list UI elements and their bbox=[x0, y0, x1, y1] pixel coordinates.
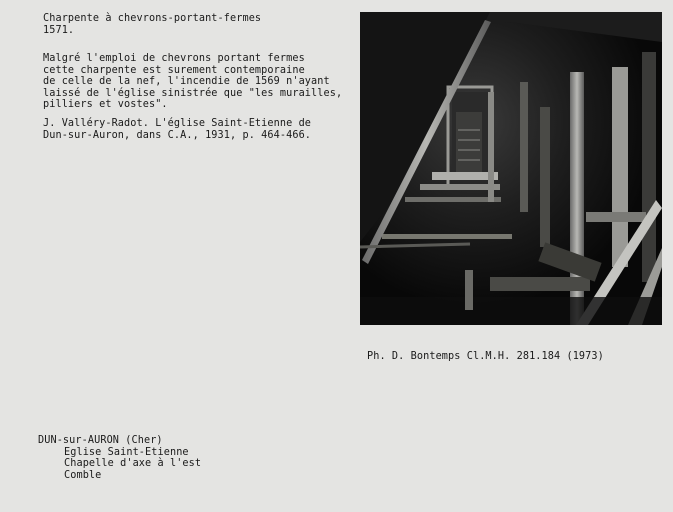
location-detail: Comble bbox=[64, 469, 102, 481]
roof-structure-photo bbox=[360, 12, 662, 325]
bibliographic-reference bbox=[43, 118, 311, 141]
location-building: Eglise Saint-Etienne bbox=[64, 446, 189, 458]
location-part: Chapelle d'axe à l'est bbox=[64, 458, 202, 469]
note-line: Malgré l'emploi de chevrons portant fermes bbox=[43, 53, 305, 64]
title-line: Charpente à chevrons-portant-fermes bbox=[43, 13, 262, 24]
photo-credit: Ph. D. Bontemps Cl.M.H. 281.184 (1973) bbox=[367, 351, 604, 362]
note-line: cette charpente est surement contemporaine bbox=[43, 64, 305, 76]
note-line: laissé de l'église sinistrée que "les murailles, bbox=[43, 87, 343, 99]
note-line: pilliers et vostes". bbox=[43, 99, 168, 110]
location-caption bbox=[38, 435, 201, 481]
reference-line: J. Valléry-Radot. L'église Saint-Etienne de bbox=[43, 118, 312, 129]
reference-line: Dun-sur-Auron, dans C.A., 1931, p. 464-466. bbox=[43, 129, 312, 141]
card-title bbox=[43, 13, 261, 36]
location-town: DUN-sur-AURON (Cher) bbox=[38, 435, 163, 446]
photo-illustration bbox=[360, 12, 662, 325]
description-note bbox=[43, 53, 342, 111]
note-line: de celle de la nef, l'incendie de 1569 n'ayant bbox=[43, 76, 330, 87]
title-date: 1571. bbox=[43, 24, 75, 36]
